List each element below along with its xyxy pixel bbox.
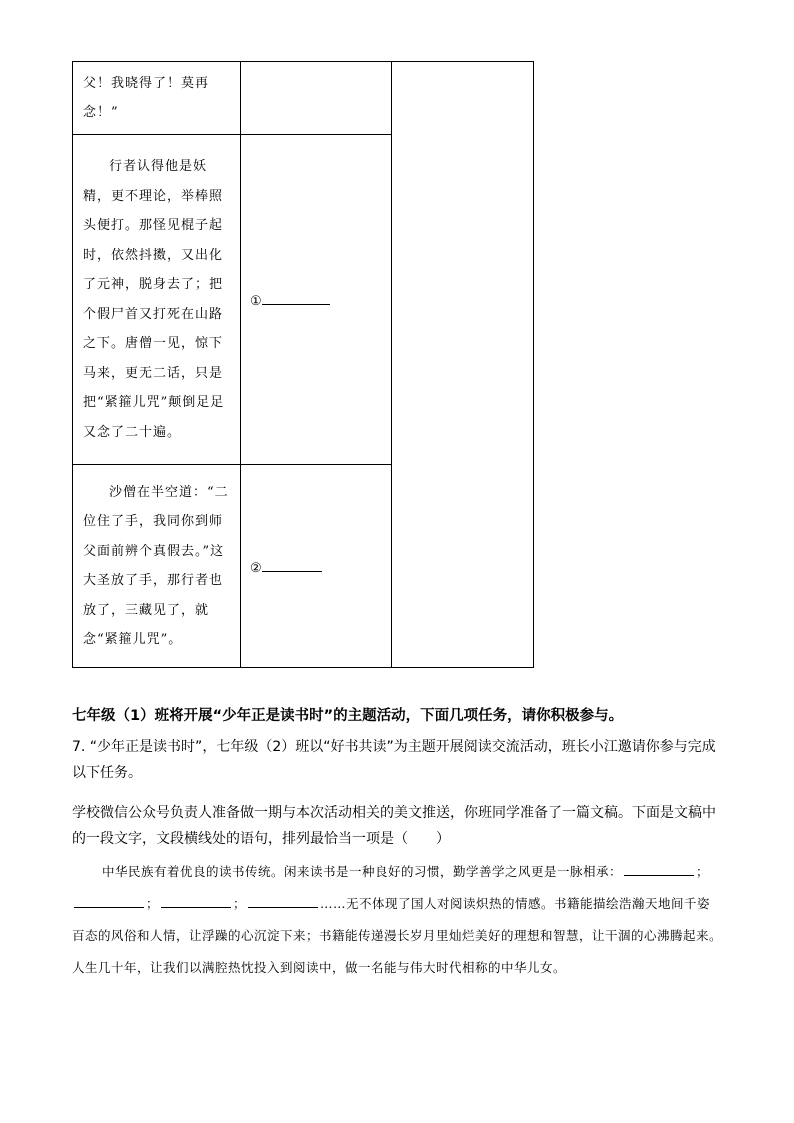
passage-part1: 中华民族有着优良的读书传统。闲来读书是一种良好的习惯，勤学善学之风更是一脉相承： [102, 864, 623, 879]
answer-blank-2[interactable] [241, 557, 391, 576]
event-text: 行者认得他是妖精，更不理论，举棒照头便打。那怪见棍子起时，依然抖擞，又出化了元神，脱身去了；把个假尸首又打死在山路之下。唐僧一见，惊下马来，更无二话，只是把“紧箍儿咒”颠倒足足又念了二十遍。 [83, 159, 225, 440]
passage-separator: ； [233, 896, 247, 911]
passage-separator: ； [696, 864, 710, 879]
answer-number: ① [250, 294, 262, 309]
event-cell [73, 465, 241, 668]
passage-blank[interactable] [161, 895, 231, 908]
event-cell [73, 62, 241, 135]
answer-number: ② [250, 560, 262, 576]
event-cell [73, 135, 241, 465]
passage [72, 856, 722, 984]
answer-blank-1[interactable] [241, 290, 391, 309]
passage-part2: ……无不体现了国人对阅读炽热的情感。书籍能描绘浩瀚天地间千姿百态的风俗和人情，让浮躁的心沉淀下来；书籍能传递漫长岁月里灿烂美好的理想和智慧，让干涸的心沸腾起来。人生几十年，让我们以满腔热忱投入到阅读中，做一名能与伟大时代相称的中华儿女。 [72, 896, 723, 975]
reading-table [72, 61, 534, 668]
question-7-task: 学校微信公众号负责人准备做一期与本次活动相关的美文推送，你班同学准备了一篇文稿。下面是文稿中的一段文字，文段横线处的语句，排列最恰当一项是（ ） [72, 805, 716, 847]
passage-blank[interactable] [248, 895, 318, 908]
passage-blank[interactable] [624, 863, 694, 876]
answer-line[interactable] [262, 290, 330, 305]
passage-separator: ； [146, 896, 160, 911]
event-text: 沙僧在半空道：“二位住了手，我同你到师父面前辨个真假去。”这大圣放了手，那行者也放了，三藏见了，就念“紧箍儿咒”。 [83, 484, 229, 647]
answer-line[interactable] [262, 557, 322, 572]
event-text: 父！我晓得了！莫再念！” [83, 75, 210, 120]
table-row [73, 62, 534, 135]
question-7-intro: 7. “少年正是读书时”，七年级（2）班以“好书共读”为主题开展阅读交流活动，班长小江邀请你参与完成以下任务。 [72, 739, 716, 781]
section-title: 七年级（1）班将开展“少年正是读书时”的主题活动，下面几项任务，请你积极参与。 [72, 708, 624, 724]
answer-cell [241, 62, 392, 135]
answer-cell [241, 135, 392, 465]
answer-cell [241, 465, 392, 668]
passage-blank[interactable] [74, 895, 144, 908]
empty-column-cell [392, 62, 534, 668]
